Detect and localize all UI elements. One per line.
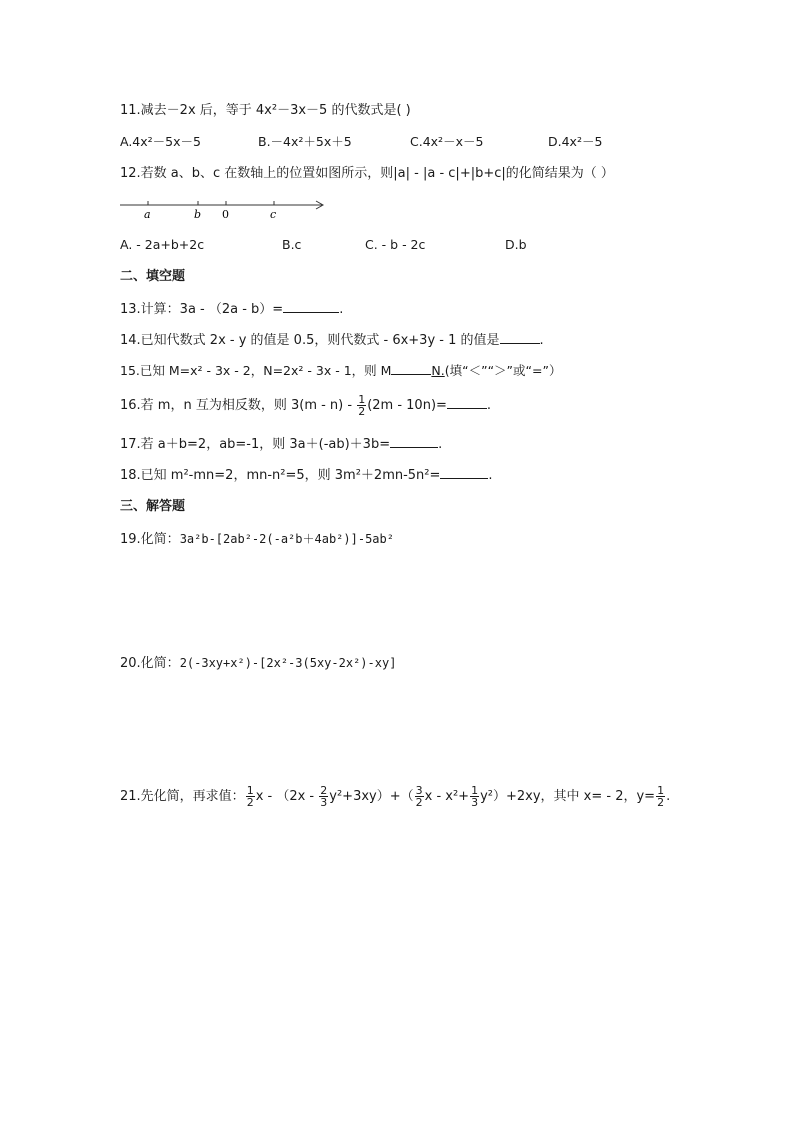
q15-n: N. xyxy=(431,363,445,378)
q17-end: . xyxy=(438,437,443,452)
question-21 xyxy=(120,784,670,810)
q21-frac-3-den: 2 xyxy=(415,796,423,809)
q12-option-b: B.c xyxy=(282,237,302,252)
q21-part-1: x - （2x - xyxy=(255,789,319,804)
q21-frac-4-num: 1 xyxy=(471,784,479,797)
q21-frac-3 xyxy=(415,785,424,808)
q21-frac-3-num: 3 xyxy=(415,784,423,797)
q14-text: 14.已知代数式 2x - y 的值是 0.5，则代数式 - 6x+3y - 1 的值是 xyxy=(120,333,500,348)
q16-text: 16.若 m，n 互为相反数，则 3(m - n) - xyxy=(120,398,357,413)
label-a: a xyxy=(144,208,151,221)
q11-option-d: D.4x²－5 xyxy=(548,134,603,149)
q21-frac-5 xyxy=(656,785,665,808)
q21-part-3: x - x²+ xyxy=(424,789,470,804)
label-b: b xyxy=(194,208,202,221)
q11-option-a: A.4x²－5x－5 xyxy=(120,134,201,149)
q21-label: 21.先化简，再求值： xyxy=(120,789,245,804)
q14-answer-blank xyxy=(500,331,540,344)
q16-end: . xyxy=(486,398,492,413)
label-0: 0 xyxy=(222,208,229,221)
q13-text: 13.计算：3a - （2a - b）= xyxy=(120,302,284,317)
q21-frac-1 xyxy=(246,785,255,808)
q16-fraction xyxy=(357,394,366,417)
q12-option-a: A. - 2a+b+2c xyxy=(120,237,205,252)
q12-option-d: D.b xyxy=(505,237,527,252)
question-19 xyxy=(120,530,394,549)
q21-frac-1-num: 1 xyxy=(246,784,254,797)
q13-end: . xyxy=(339,302,344,317)
q11-option-c: C.4x²－x－5 xyxy=(410,134,484,149)
label-c: c xyxy=(270,208,277,221)
q21-part-2: y²+3xy）+（ xyxy=(329,789,414,804)
q21-frac-5-den: 2 xyxy=(657,796,665,809)
q21-frac-5-num: 1 xyxy=(657,784,665,797)
question-14 xyxy=(120,331,544,350)
question-20 xyxy=(120,654,396,673)
q16-frac-den: 2 xyxy=(358,405,366,418)
q21-frac-4-den: 3 xyxy=(471,796,479,809)
question-18 xyxy=(120,466,493,485)
q21-frac-2 xyxy=(319,785,328,808)
q11-option-b: B.－4x²＋5x＋5 xyxy=(258,134,352,149)
q18-text: 18.已知 m²-mn=2，mn-n²=5，则 3m²＋2mn-5n²= xyxy=(120,468,441,483)
q16-frac-num: 1 xyxy=(358,393,366,406)
q18-answer-blank xyxy=(440,466,488,479)
q15-answer-blank xyxy=(391,362,431,375)
q15-text: 15.已知 M=x² - 3x - 2，N=2x² - 3x - 1，则 M xyxy=(120,363,392,378)
q12-option-c: C. - b - 2c xyxy=(365,237,426,252)
q21-frac-1-den: 2 xyxy=(246,796,254,809)
q16-text-mid: (2m - 10n)= xyxy=(367,398,447,413)
question-17 xyxy=(120,435,442,454)
section-solve-heading: 三、解答题 xyxy=(120,499,186,514)
q16-answer-blank xyxy=(447,396,487,409)
number-line-figure xyxy=(118,194,330,224)
q19-expression: 3a²b-[2ab²-2(-a²b＋4ab²)]-5ab² xyxy=(179,532,394,546)
q21-frac-4 xyxy=(470,785,479,808)
question-15 xyxy=(120,362,561,380)
q18-end: . xyxy=(488,468,493,483)
q21-part-4: y²）+2xy，其中 x= - 2，y= xyxy=(480,789,656,804)
q15-hint: (填“＜”“＞”或“=”） xyxy=(444,363,562,378)
q19-label: 19.化简： xyxy=(120,532,180,547)
section-fill-in-heading: 二、填空题 xyxy=(120,269,186,284)
q20-label: 20.化简： xyxy=(120,656,180,671)
question-11-text: 11.减去－2x 后，等于 4x²－3x－5 的代数式是( ) xyxy=(120,103,411,118)
q21-end: . xyxy=(666,789,671,804)
question-12-text: 12.若数 a、b、c 在数轴上的位置如图所示，则|a| - |a - c|+|b+c|的化简结果为（ ） xyxy=(120,166,614,181)
question-13 xyxy=(120,300,343,319)
q14-end: . xyxy=(539,333,544,348)
q20-expression: 2(-3xy+x²)-[2x²-3(5xy-2x²)-xy] xyxy=(179,656,397,670)
question-16 xyxy=(120,394,491,417)
q17-text: 17.若 a＋b=2，ab=-1，则 3a＋(-ab)＋3b= xyxy=(120,437,391,452)
q21-frac-2-den: 3 xyxy=(320,796,328,809)
q21-frac-2-num: 2 xyxy=(320,784,328,797)
q17-answer-blank xyxy=(390,435,438,448)
q13-answer-blank xyxy=(283,300,339,313)
